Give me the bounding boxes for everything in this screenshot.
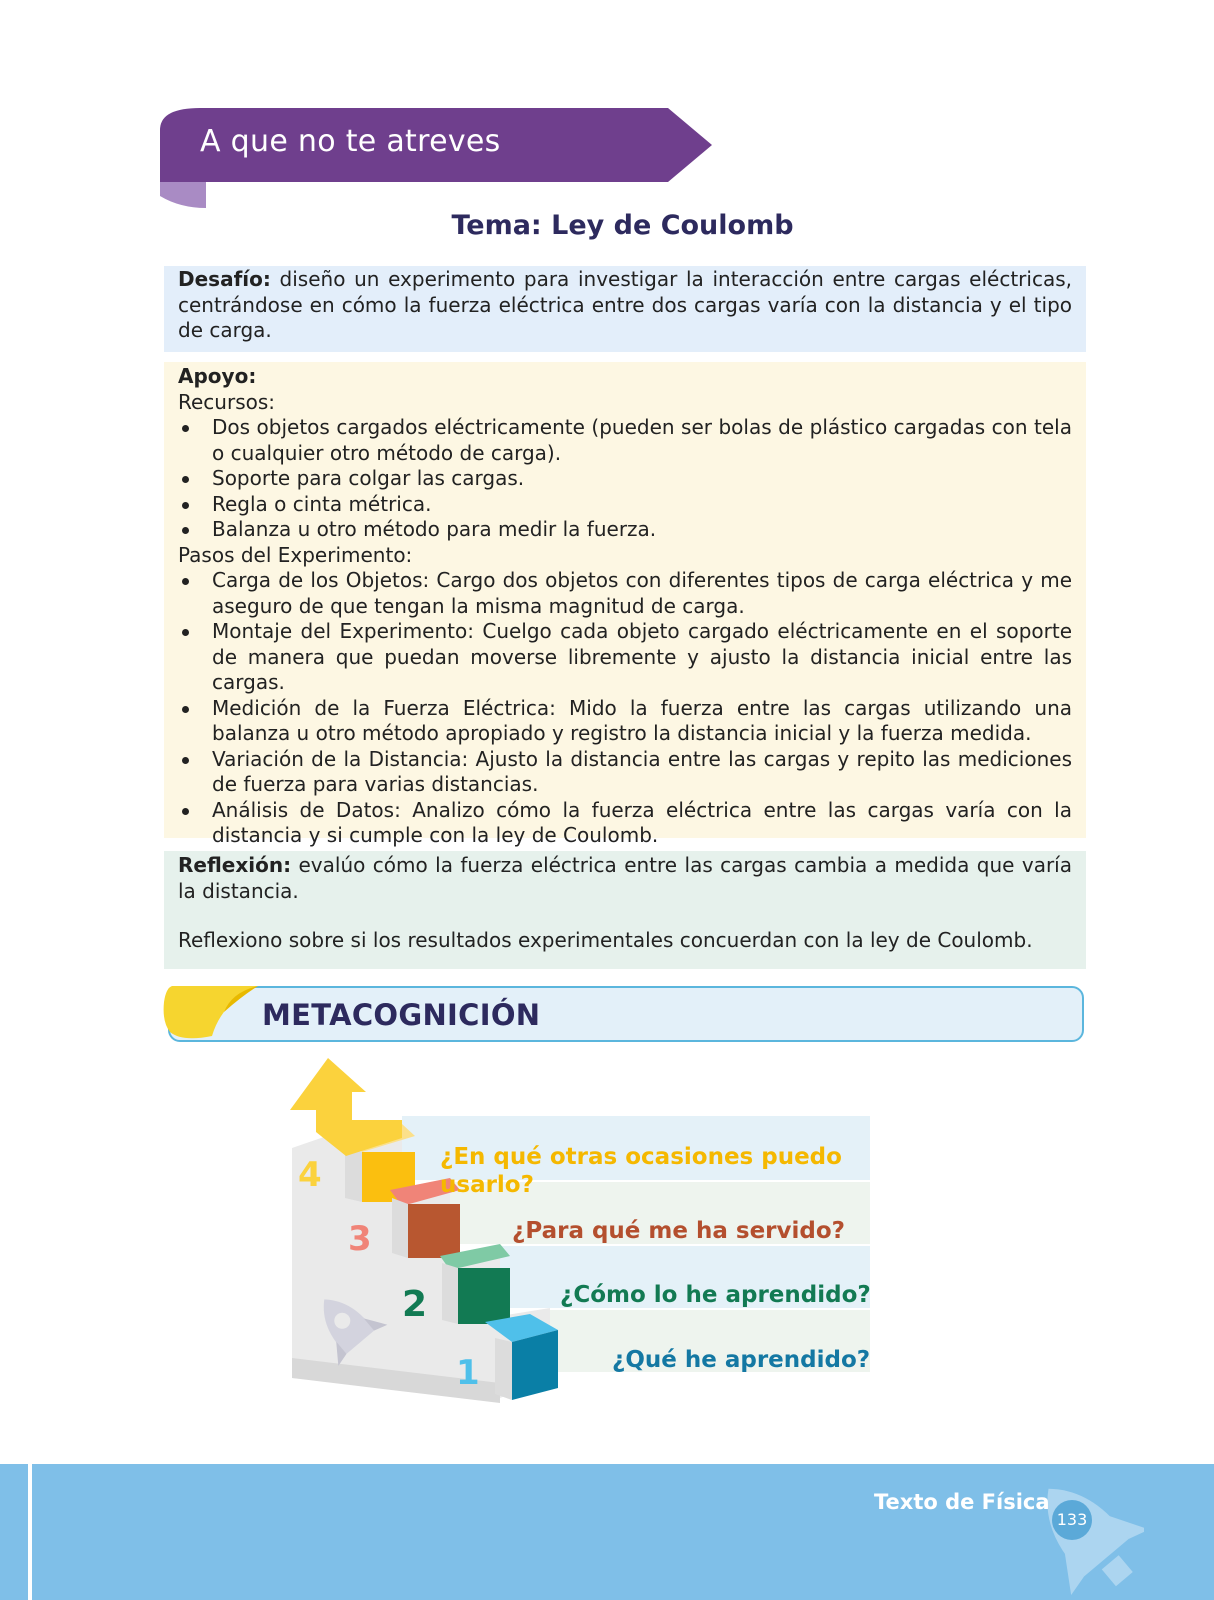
support-label: Apoyo:	[178, 364, 257, 388]
list-item: Balanza u otro método para medir la fuerza.	[178, 517, 1072, 543]
list-item: Análisis de Datos: Analizo cómo la fuerza eléctrica entre las cargas varía con la distancia y si cumple con la ley de Coulomb.	[178, 798, 1072, 849]
svg-text:1: 1	[456, 1353, 480, 1393]
resources-heading: Recursos:	[178, 389, 276, 414]
footer-rocket-icon	[1034, 1474, 1144, 1600]
svg-text:3: 3	[348, 1219, 372, 1259]
list-item: Soporte para colgar las cargas.	[178, 466, 1072, 492]
stair-question-3: ¿Para qué me ha servido?	[512, 1218, 846, 1244]
list-item: Variación de la Distancia: Ajusto la distancia entre las cargas y repito las mediciones de fuerza para varias distancias.	[178, 747, 1072, 798]
resources-list	[178, 415, 1072, 543]
steps-heading: Pasos del Experimento:	[178, 542, 413, 567]
section-banner	[160, 108, 726, 214]
list-item: Montaje del Experimento: Cuelgo cada objeto cargado eléctricamente en el soporte de manera que puedan moverse libremente y ajusto la distancia inicial entre las cargas.	[178, 619, 1072, 696]
list-item: Carga de los Objetos: Cargo dos objetos con diferentes tipos de carga eléctrica y me aseguro de que tengan la misma magnitud de carga.	[178, 568, 1072, 619]
metacognition-flag-icon	[162, 982, 262, 1044]
reflection-text: evalúo cómo la fuerza eléctrica entre las cargas cambia a medida que varía la distancia.	[178, 853, 1072, 903]
metacognition-title: METACOGNICIÓN	[262, 998, 541, 1032]
reflection-label: Reflexión:	[178, 853, 292, 877]
page-footer	[0, 1464, 1214, 1600]
svg-text:2: 2	[402, 1284, 428, 1325]
reflection-text-2: Reflexiono sobre si los resultados experimentales concuerdan con la ley de Coulomb.	[178, 928, 1033, 952]
reflection-box	[164, 851, 1086, 969]
banner-title: A que no te atreves	[200, 124, 501, 159]
list-item: Dos objetos cargados eléctricamente (pueden ser bolas de plástico cargadas con tela o cualquier otro método de carga).	[178, 415, 1072, 466]
page-number: 133	[1052, 1500, 1092, 1540]
support-box	[164, 362, 1086, 847]
arrow-up-icon	[290, 1058, 402, 1156]
challenge-label: Desafío:	[178, 267, 271, 291]
list-item: Medición de la Fuerza Eléctrica: Mido la fuerza entre las cargas utilizando una balanza u otro método apropiado y registro la distancia inicial y la fuerza medida.	[178, 696, 1072, 747]
footer-book-title: Texto de Física	[874, 1490, 1050, 1514]
stair-question-1: ¿Qué he aprendido?	[612, 1347, 871, 1373]
topic-title: Tema: Ley de Coulomb	[451, 210, 794, 241]
challenge-text: diseño un experimento para investigar la interacción entre cargas eléctricas, centrándose en cómo la fuerza eléctrica entre dos cargas varía con la distancia y el tipo de carga.	[178, 267, 1072, 342]
steps-list	[178, 568, 1072, 849]
footer-divider	[28, 1464, 32, 1600]
challenge-box	[164, 266, 1086, 352]
stair-question-2: ¿Cómo lo he aprendido?	[560, 1282, 871, 1308]
svg-text:4: 4	[298, 1155, 322, 1195]
list-item: Regla o cinta métrica.	[178, 492, 1072, 518]
stair-question-4: ¿En qué otras ocasiones puedo usarlo?	[440, 1144, 842, 1198]
